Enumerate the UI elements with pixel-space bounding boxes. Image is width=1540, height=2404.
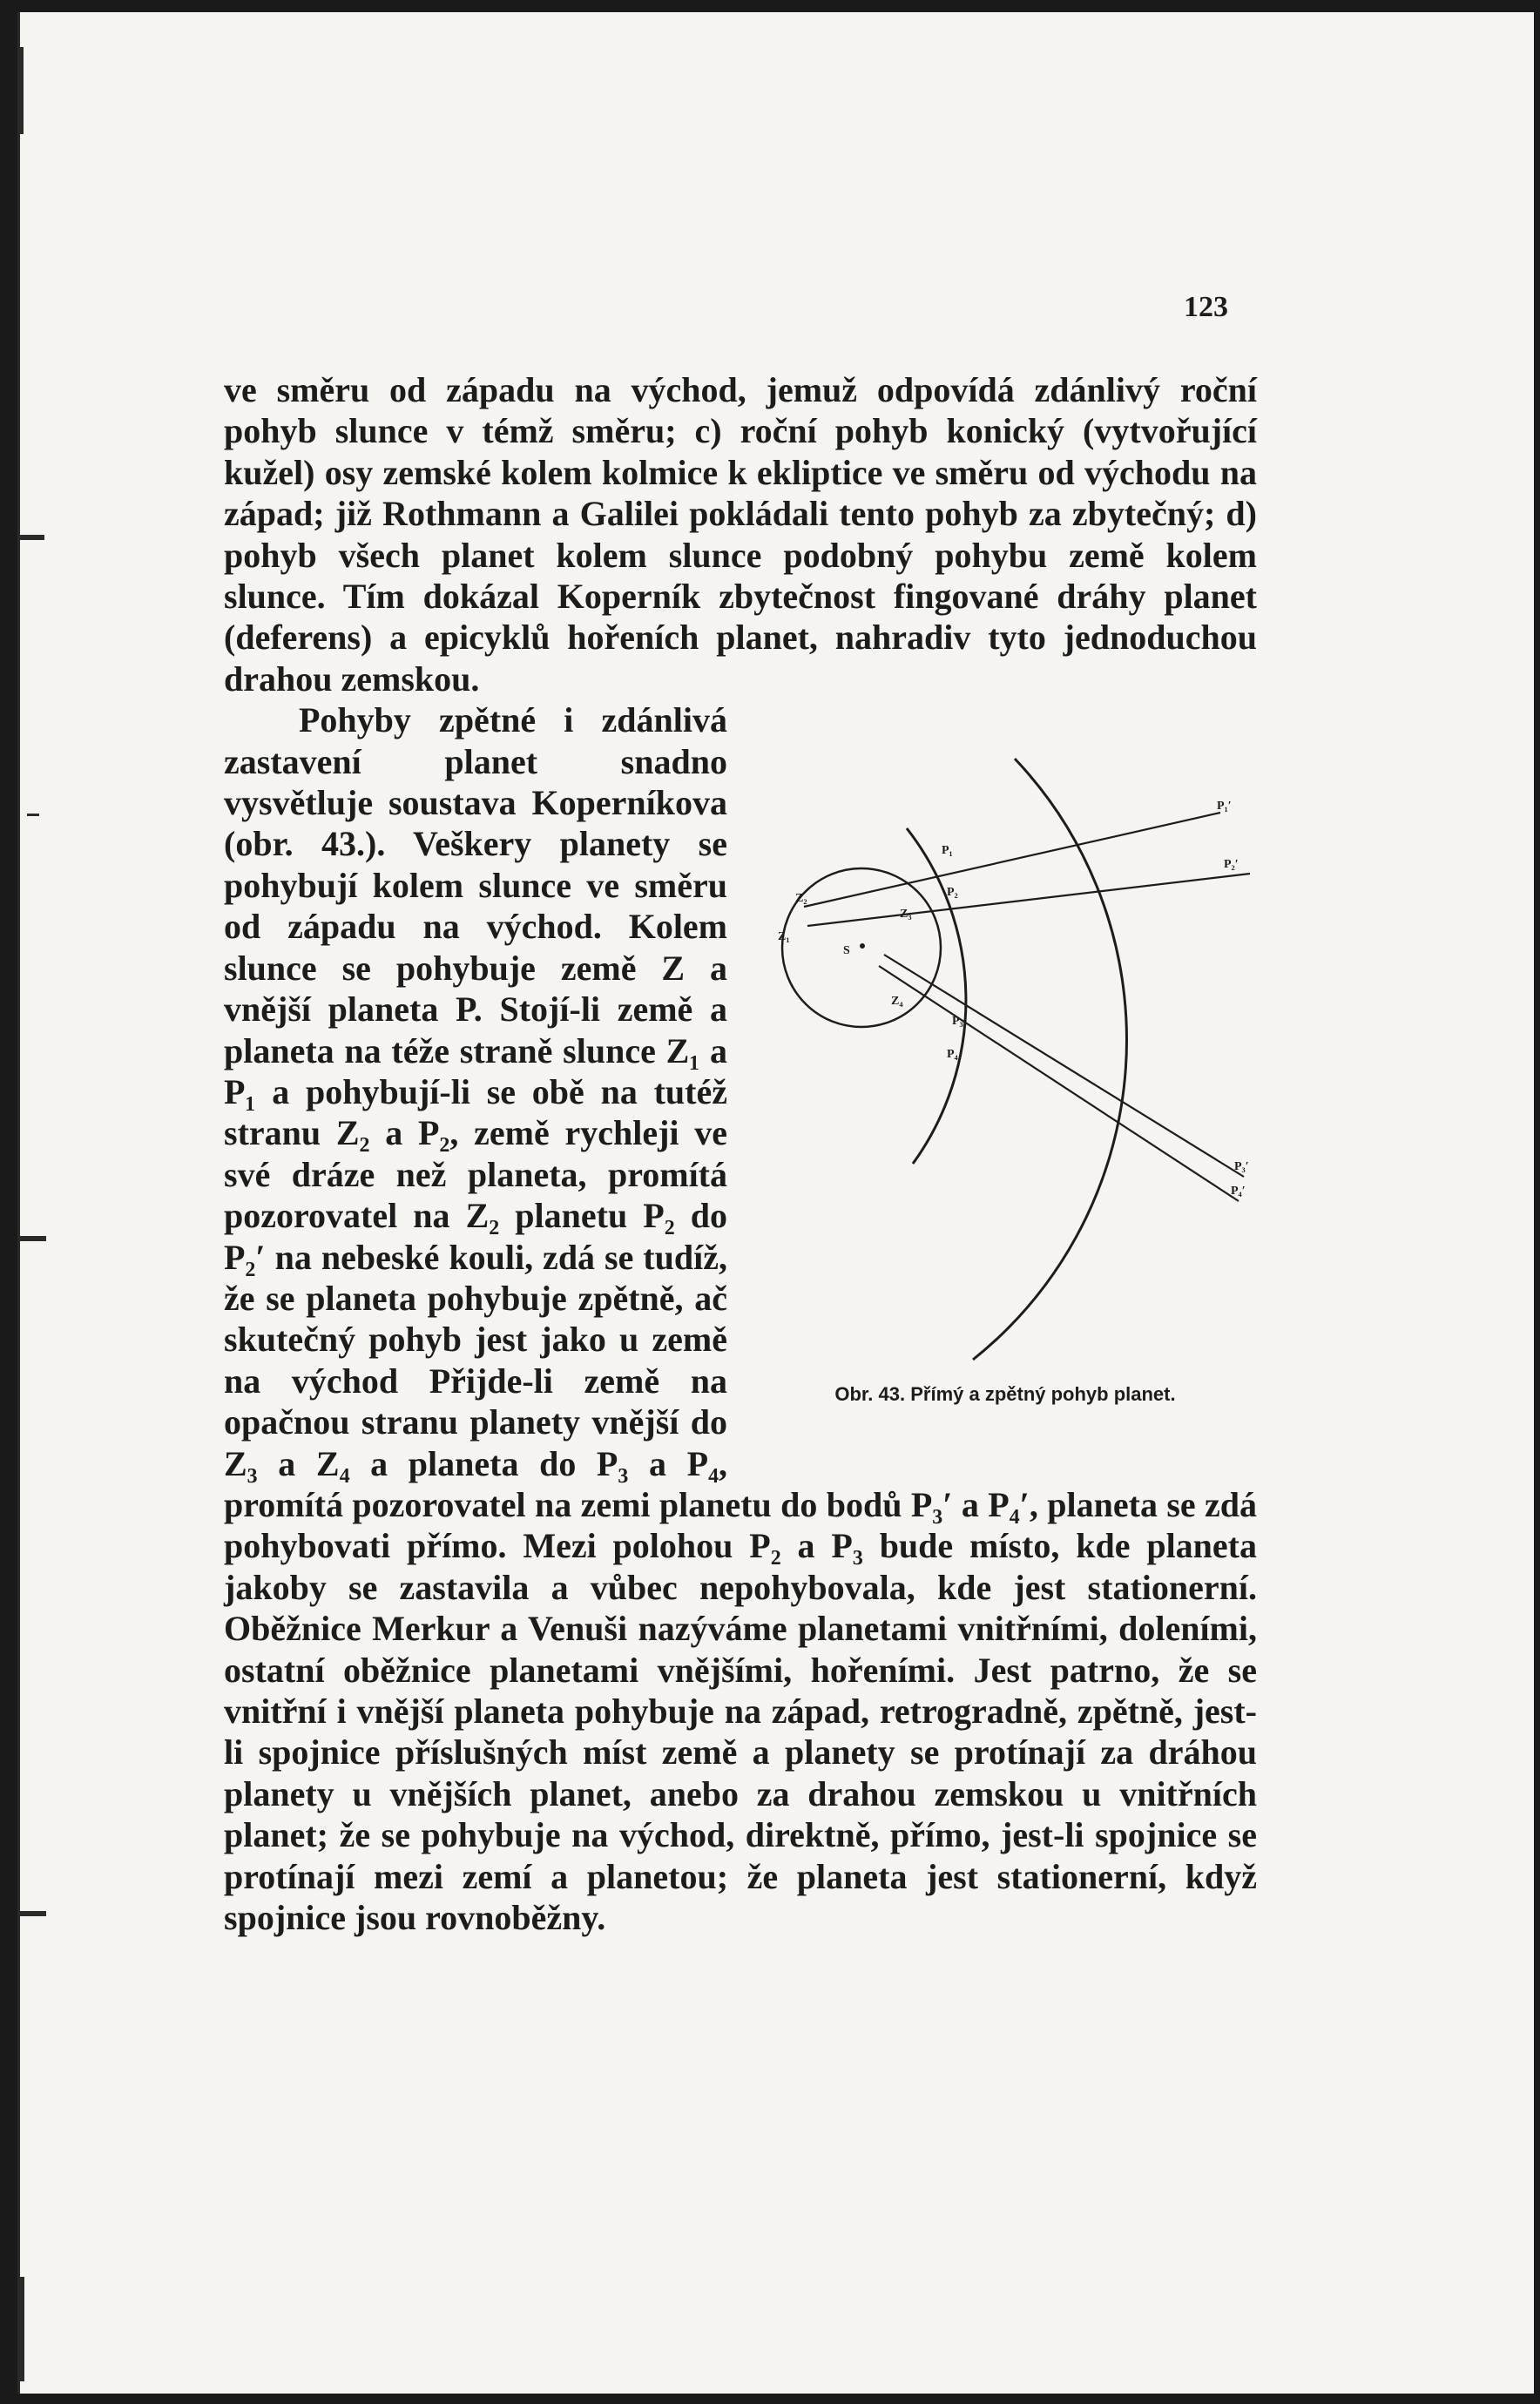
label-p2: P₂ — [947, 886, 958, 900]
figure-caption-text: Přímý a zpětný pohyb planet. — [910, 1383, 1176, 1406]
figure-caption-number: Obr. 43. — [834, 1383, 906, 1406]
label-z2: Z₂ — [795, 892, 807, 906]
label-p4: P₄ — [947, 1048, 958, 1062]
label-p2-prime: P₂′ — [1224, 858, 1239, 872]
paragraph-2: Pohyby zpětné i zdánlivá zastavení planet snadno vysvětluje soustava Koperníkova (obr. 43.). Veškery planety se pohybují kolem slunce ve směru od západu na východ. Kolem slunce se pohybuje země Z a vnější planeta P. Stojí-li země a planeta na téže straně slunce Z₁ a P₁ a pohybují-li se obě na tutéž stranu Z₂ a P₂, země rychleji ve své dráze než planeta, promítá pozorovatel na Z₂ planetu P₂ do P₂′ na nebeské kouli, zdá se tudíž, že se planeta pohybuje zpětně, ač skutečný pohyb jest jako u země na východ Přijde-li země na opačnou stranu planety vnější do Z₃ a Z₄ a planeta do P₃ a P₄, promítá pozorovatel na zemi planetu do bodů P₃′ a P₄′, planeta se zdá pohybovati přímo. Mezi polohou P₂ a P₃ bude místo, kde planeta jakoby se zastavila a vůbec nepohybovala, kde jest stationerní. Oběžnice Merkur a Venuši nazýváme planetami vnitřními, doleními, ostatní oběžnice planetami vnějšími, hořeními. Jest patrno, že se vnitřní i vnější planeta pohybuje na západ, retrogradně, zpětně, jest-li spojnice příslušných míst země a planety se protínají za dráhou planety u vnějších planet, anebo za drahou zemskou u vnitřních planet; že se pohybuje na východ, direktně, přímo, jest-li spojnice se protínají mezi zemí a planetou; že planeta jest stationerní, když spojnice jsou rovnoběžny. — [224, 700, 1257, 1938]
celestial-sphere-arc — [973, 759, 1126, 1360]
body-text — [224, 369, 1257, 1938]
planet-orbit-arc — [907, 828, 966, 1164]
paragraph-1: ve směru od západu na východ, jemuž odpovídá zdánlivý roční pohyb slunce v témž směru; c) roční pohyb konický (vytvořující kužel) osy zemské kolem kolmice k ekliptice ve směru od východu na západ; již Rothmann a Galilei pokládali tento pohyb za zbytečný; d) pohyb všech planet kolem slunce podobný pohybu země kolem slunce. Tím dokázal Koperník zbytečnost fingované dráhy planet (deferens) a epicyklů hořeních planet, nahradiv tyto jednoduchou drahou zemskou. — [224, 370, 1257, 699]
label-p3-prime: P₃′ — [1234, 1160, 1249, 1174]
label-sun: S — [843, 944, 850, 958]
sun-point — [860, 943, 865, 949]
label-p1-prime: P₁′ — [1217, 800, 1232, 814]
orbit-diagram — [753, 724, 1257, 1368]
label-z4: Z₄ — [891, 995, 903, 1009]
projection-line-z1-p1p — [804, 813, 1220, 907]
label-p1: P₁ — [942, 844, 953, 858]
book-page — [17, 12, 1534, 2394]
figure-caption — [753, 1374, 1257, 1415]
label-z3: Z₃ — [900, 908, 912, 922]
page-number: 123 — [1184, 291, 1228, 323]
projection-line-z3-p3p — [884, 955, 1244, 1177]
label-p4-prime: P₄′ — [1231, 1185, 1246, 1199]
projection-line-z2-p2p — [807, 874, 1250, 926]
label-z1: Z₁ — [778, 930, 790, 944]
projection-line-z4-p4p — [879, 966, 1239, 1201]
figure-43 — [753, 699, 1257, 1443]
label-p3: P₃ — [952, 1015, 963, 1029]
